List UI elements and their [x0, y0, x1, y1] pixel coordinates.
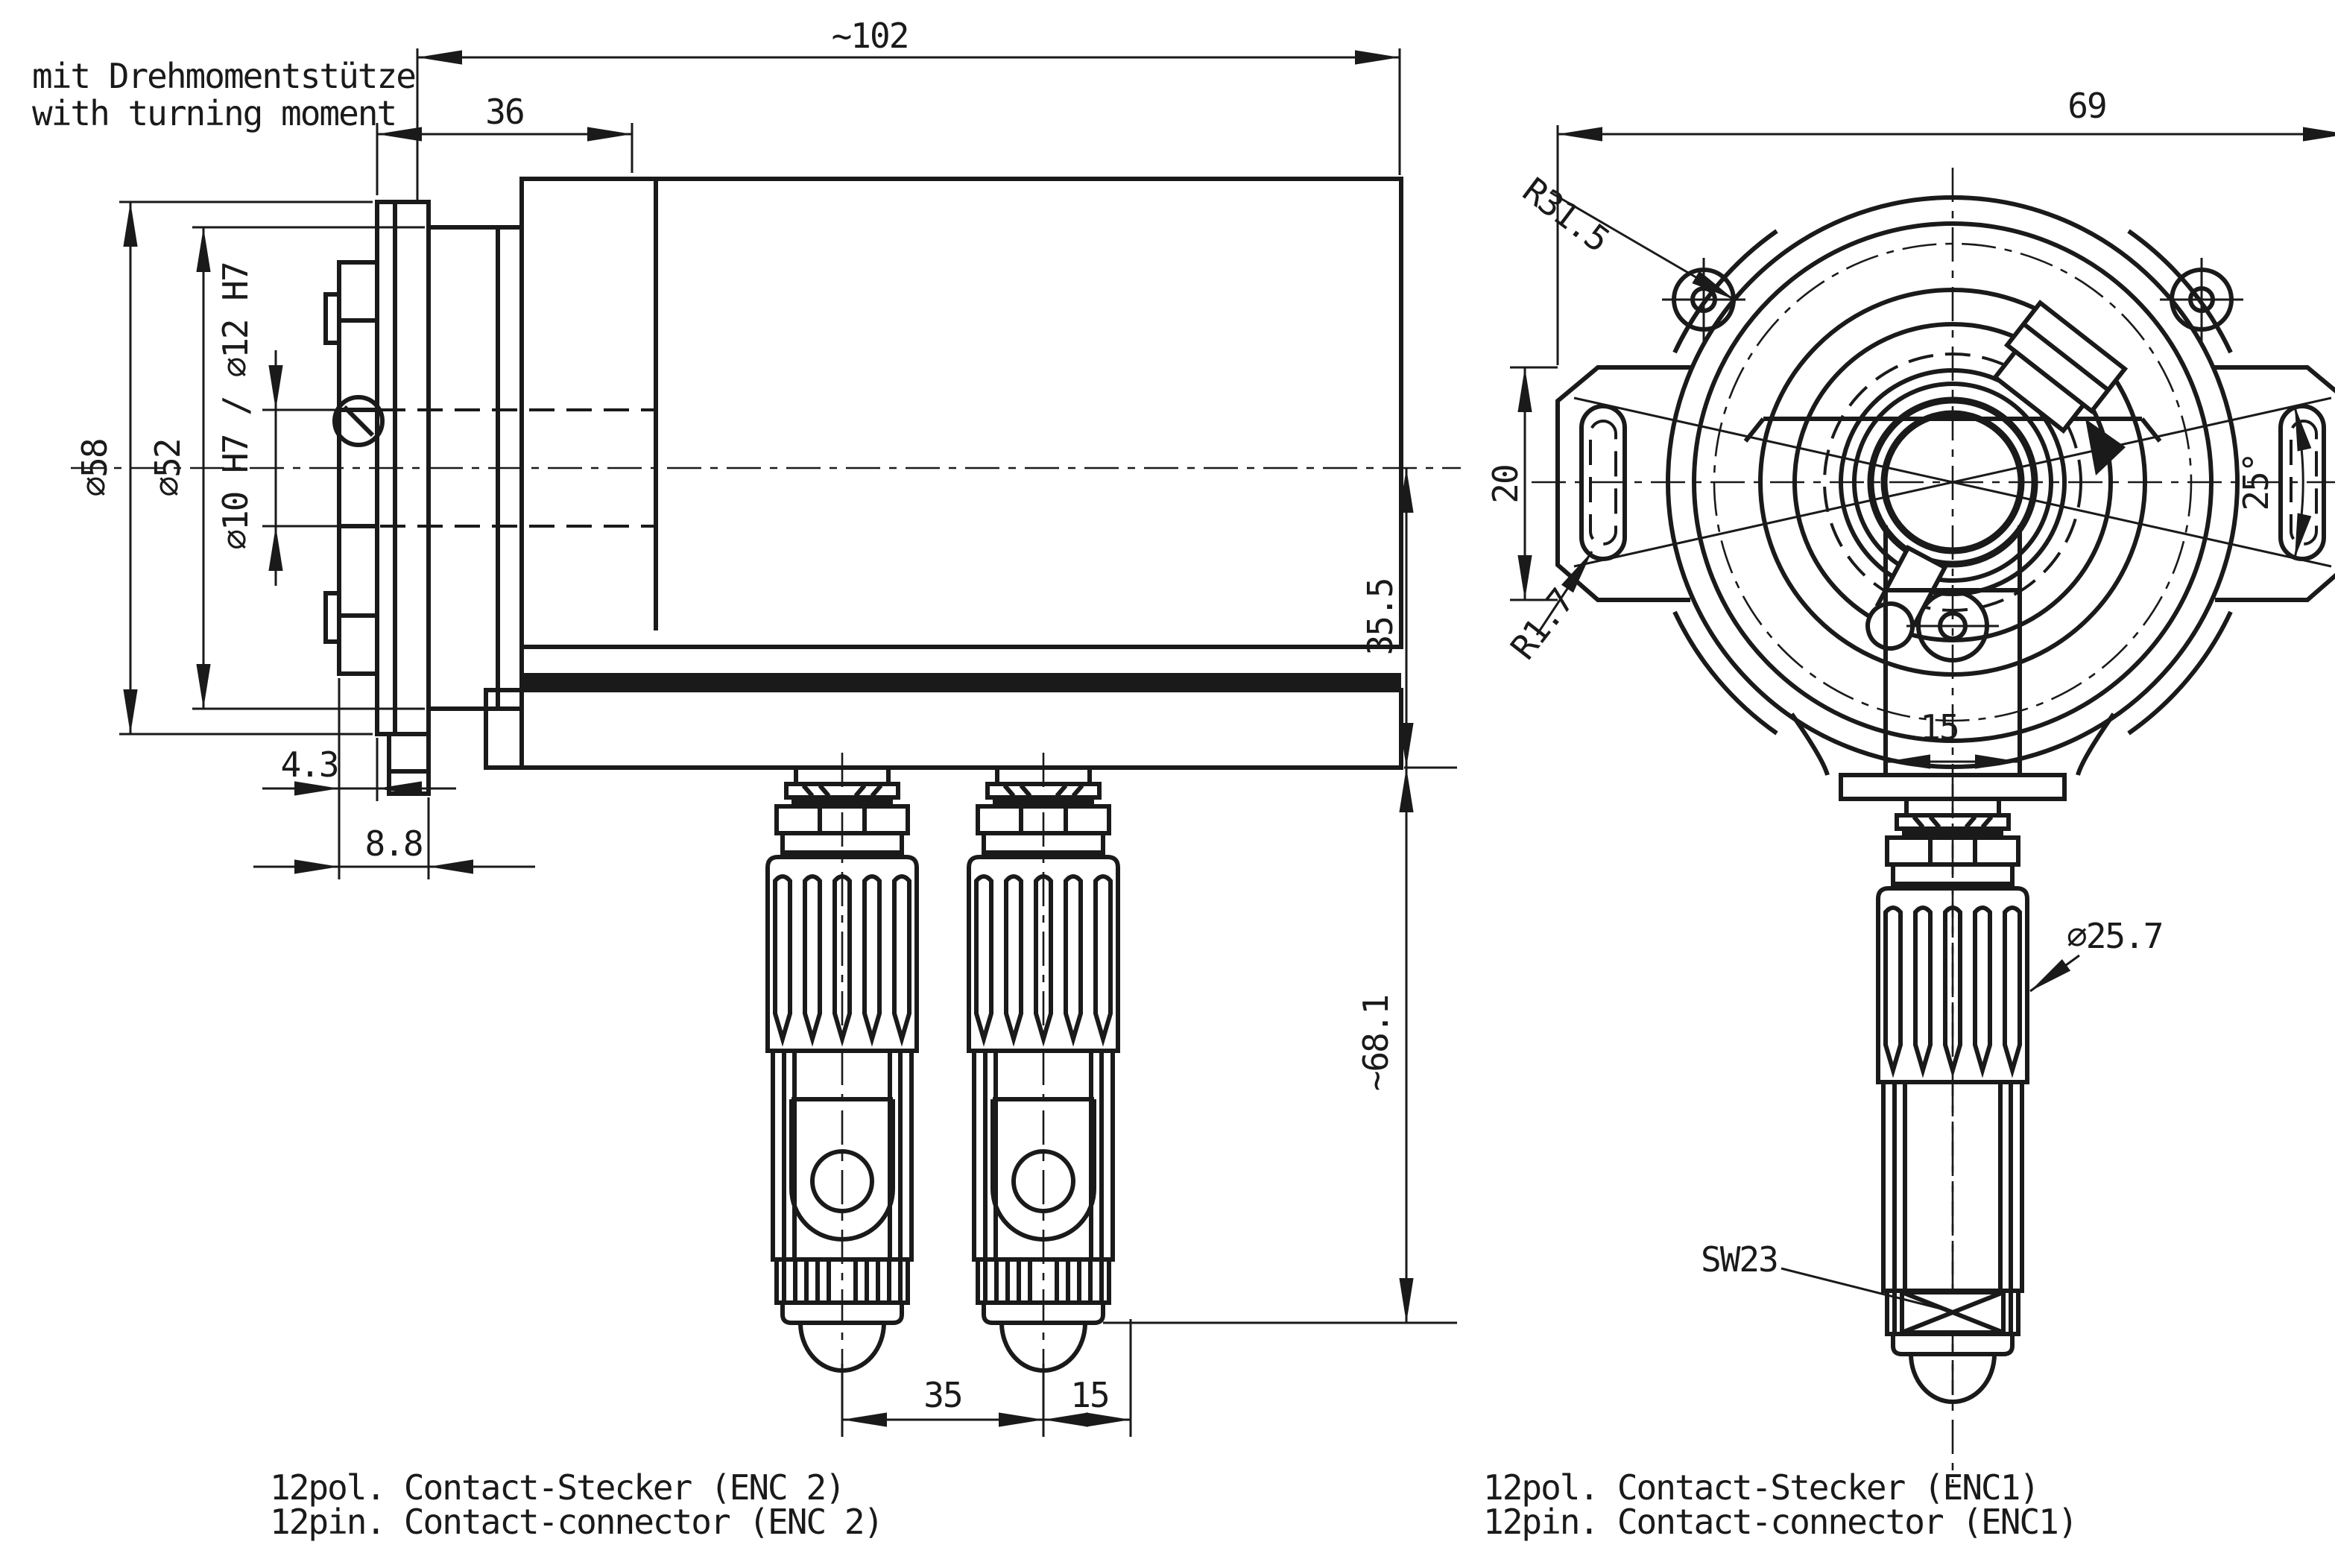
- dim-connector-diameter: ⌀25.7: [2067, 916, 2163, 956]
- dim-overall-length: ~102: [831, 16, 909, 56]
- dim-housing-radius: R31.5: [1515, 169, 1617, 260]
- caption-enc2-line2: 12pin. Contact-connector (ENC 2): [270, 1502, 883, 1542]
- note-line2: with turning moment: [32, 93, 396, 133]
- side-view: [71, 16, 1461, 1437]
- dim-connector-spacing: 35: [923, 1375, 962, 1415]
- note-line1: mit Drehmomentstütze: [32, 56, 415, 96]
- front-view: [1485, 86, 2335, 1483]
- dim-pilot-diameter: ⌀52: [148, 439, 188, 497]
- dim-wrench-size: SW23: [1701, 1239, 1778, 1280]
- caption-enc1-line2: 12pin. Contact-connector (ENC1): [1483, 1502, 2077, 1542]
- dim-connector-edge-offset: 15: [1070, 1375, 1109, 1415]
- dim-torque-pin-offset: 4.3: [280, 745, 338, 785]
- encoder-housing: [343, 179, 1401, 768]
- dim-torque-pin-width: 8.8: [364, 823, 423, 864]
- dim-slot-radius: R1.7: [1503, 581, 1582, 667]
- dim-center-height: 35.5: [1360, 578, 1400, 656]
- side-view-dimensions: [119, 48, 1457, 1437]
- dim-connector-length: ~68.1: [1356, 995, 1396, 1092]
- dim-flange-diameter: ⌀58: [75, 439, 115, 497]
- connector-enc2-a: [768, 753, 917, 1371]
- caption-enc1-line1: 12pol. Contact-Stecker (ENC1): [1483, 1467, 2039, 1508]
- sw23-flat: [1902, 1292, 2003, 1333]
- dim-wing-angle: 25°: [2236, 453, 2276, 511]
- caption-enc2-line1: 12pol. Contact-Stecker (ENC 2): [270, 1467, 844, 1508]
- dim-neck-width: 15: [1920, 707, 1959, 747]
- dim-shaft-bore: ⌀10 H7 / ⌀12 H7: [215, 262, 256, 550]
- clamping-flange: [326, 202, 522, 794]
- connector-enc2-b: [969, 753, 1118, 1371]
- torque-support-pin: [389, 734, 429, 794]
- dim-overall-width: 69: [2067, 86, 2106, 126]
- dim-flange-length: 36: [485, 92, 524, 132]
- dim-wing-height: 20: [1485, 465, 1526, 504]
